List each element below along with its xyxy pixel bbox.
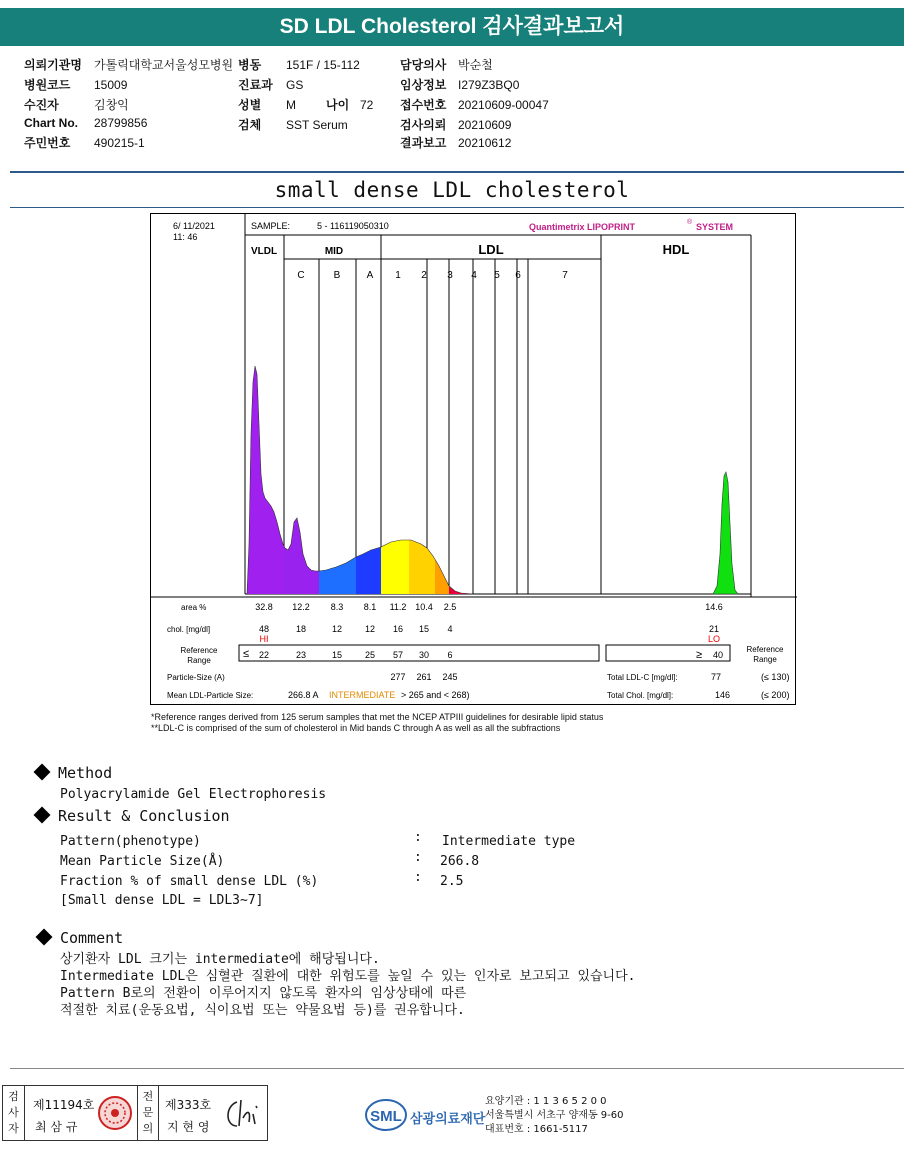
result-heading: Result & Conclusion [36,807,230,825]
right-ref-label-1: Reference [746,645,784,654]
examiner-number: 제11194호 [33,1098,95,1112]
info-label: 진료과 [238,78,273,92]
band-label: 3 [447,270,453,281]
info-label: 병원코드 [24,78,71,92]
info-label: Chart No. [24,116,78,130]
total-chol-label: Total Chol. [mg/dl]: [607,691,674,700]
info-label: 담당의사 [400,58,447,72]
band-area-5 [409,540,435,594]
ref-value: 25 [364,650,376,660]
group-label: MID [324,246,344,257]
band-label: 7 [562,270,568,281]
info-label: 의뢰기관명 [24,58,82,72]
ref-le-symbol: ≤ [242,648,250,660]
ref-value: 30 [418,650,430,660]
comment-line: Intermediate LDL은 심혈관 질환에 대한 위험도를 높일 수 있는 인자로 보고되고 있습니다. [60,969,636,984]
particle-size-value: 277 [390,672,406,682]
sml-logo-icon [364,1095,410,1135]
divider-bottom [10,1068,904,1069]
band-area-4 [381,540,409,594]
ref-value: 15 [331,650,343,660]
band-label: A [366,270,374,281]
col2-row [238,76,303,93]
col1-row [24,56,233,73]
info-value: I279Z3BQ0 [458,78,520,92]
info-label: 접수번호 [400,98,447,112]
lo-flag: LO [707,634,721,644]
band-label: 1 [395,270,401,281]
col1-row [24,134,145,151]
info-value: 20210609 [458,118,512,132]
comment-line: 상기환자 LDL 크기는 intermediate에 해당됩니다. [60,952,380,967]
brand-reg: ® [687,219,693,226]
method-heading: Method [36,764,112,782]
col1-row [24,96,129,113]
divider-mid [10,207,904,208]
info-label: 결과보고 [400,136,447,150]
info-value: 김창익 [94,98,129,112]
col2-row [238,116,348,133]
band-label: 5 [494,270,500,281]
col3-row [400,96,549,113]
area-value: 8.3 [330,602,344,612]
band-label: C [297,270,305,281]
info-value: SST Serum [286,118,348,132]
sample-value: 5 - 116119050310 [317,221,389,231]
sample-label: SAMPLE: [251,221,291,231]
row-label-particle: Particle-Size (A) [167,673,225,682]
section-title: small dense LDL cholesterol [274,178,630,202]
row-label-ref2: Range [187,656,211,665]
ref-value-hdl: 40 [712,650,724,660]
result-value: 266.8 [440,854,480,869]
age-label: 나이 [326,98,350,112]
row-label-mean: Mean LDL-Particle Size: [167,691,254,700]
report-title: SD LDL Cholesterol 검사결과보고서 [0,8,904,46]
band-area-3 [356,547,381,594]
band-area-2 [319,557,356,594]
logo-text: SML [370,1108,402,1125]
info-value: 15009 [94,78,128,92]
method-text: Polyacrylamide Gel Electrophoresis [60,787,327,802]
group-label: HDL [662,242,690,257]
comment-line: Pattern B로의 전환이 이루어지지 않도록 환자의 임상상태에 따른 [60,986,467,1001]
ref-value: 23 [295,650,307,660]
col1-row [24,76,127,93]
comment-line: 적절한 치료(운동요법, 식이요법 또는 약물요법 등)를 권유합니다. [60,1003,465,1018]
examiner-name: 최 삼 규 [35,1120,78,1134]
info-label: 주민번호 [24,136,71,150]
area-value: 11.2 [389,602,407,612]
specialist-vertical-label: 전 문 의 [137,1086,159,1140]
info-label: 임상정보 [400,78,447,92]
brand-system: SYSTEM [696,222,734,232]
signature-icon [223,1096,263,1132]
info-label: 병동 [238,58,262,72]
area-value: 12.2 [292,602,310,612]
info-value: 28799856 [94,116,148,130]
area-value: 2.5 [443,602,457,612]
col1-row [24,116,147,130]
row-label-ref1: Reference [180,646,218,655]
area-value: 8.1 [363,602,377,612]
total-ldl-ref: (≤ 130) [761,672,790,682]
comment-heading: Comment [38,929,123,947]
band-area-6 [435,559,449,594]
group-label: VLDL [250,246,278,257]
total-chol-value: 146 [715,690,731,700]
org-name: 삼광의료재단 [410,1112,486,1127]
ref-value: 22 [258,650,270,660]
particle-size-value: 261 [416,672,432,682]
col2-row [238,56,360,73]
col3-row [400,116,511,133]
area-value: 32.8 [255,602,273,612]
chart-time: 11: 46 [173,232,198,242]
result-value: 2.5 [440,874,464,889]
signature-box [2,1085,268,1141]
footnote-2: **LDL-C is comprised of the sum of cholesterol in Mid bands C through A as well as all the subfractions [151,723,561,733]
chol-value: 12 [364,624,376,634]
info-value: 151F / 15-112 [286,58,360,72]
result-note: [Small dense LDL = LDL3~7] [60,893,264,908]
info-value: 490215-1 [94,136,145,150]
age-value: 72 [360,98,374,112]
ref-value: 57 [392,650,404,660]
band-label: 6 [515,270,521,281]
result-value: Intermediate type [442,834,576,849]
age-row [326,96,373,113]
info-label: 성별 [238,98,262,112]
ref-value: 6 [447,650,453,660]
area-value: 10.4 [415,602,433,612]
info-value: GS [286,78,304,92]
particle-size-value: 245 [442,672,458,682]
result-label: Pattern(phenotype) [60,834,201,849]
divider-top [10,171,904,173]
group-label: LDL [478,242,504,257]
col3-row [400,56,493,73]
area-value: 14.6 [705,602,723,612]
info-value: M [286,98,296,112]
footer [0,1080,904,1150]
lipoprint-svg [151,214,797,706]
right-ref-label-2: Range [753,655,777,664]
chol-value: 4 [447,624,453,634]
col3-row [400,76,519,93]
mean-rule: > 265 and < 268) [401,690,470,700]
total-ldl-value: 77 [711,672,722,682]
row-label-chol: chol. [mg/dl] [167,625,211,634]
lipoprint-chart [150,213,796,705]
hdl-peak [713,472,738,594]
band-label: 4 [471,270,477,281]
footnote-1: *Reference ranges derived from 125 serum samples that met the NCEP ATPIII guidelines for desirable lipid status [151,712,604,722]
chart-date: 6/ 11/2021 [173,221,215,231]
result-colon: : [414,830,422,845]
result-label: Fraction % of small dense LDL (%) [60,874,319,889]
chol-value: 15 [418,624,430,634]
examiner-vertical-label: 검 사 자 [3,1086,25,1140]
info-value: 20210612 [458,136,512,150]
info-value: 박순철 [458,58,493,72]
band-label: 2 [421,270,427,281]
diamond-bullet-icon [34,763,51,780]
chol-value: 21 [708,624,720,634]
diamond-bullet-icon [36,928,53,945]
info-label: 검사의뢰 [400,118,447,132]
band-area-1 [284,518,319,594]
mean-size-value: 266.8 A [288,690,319,700]
result-label: Mean Particle Size(Å) [60,854,225,869]
col3-row [400,134,511,151]
specialist-name: 지 현 영 [167,1120,210,1134]
info-value: 20210609-00047 [458,98,549,112]
org-address: 요양기관 : 1 1 3 6 5 2 0 0 서울특별시 서초구 양재동 9-60 대표번호 : 1661-5117 [485,1096,624,1135]
info-label: 검체 [238,118,262,132]
mean-class: INTERMEDIATE [329,690,396,700]
chol-value: 12 [331,624,343,634]
result-colon: : [414,870,422,885]
diamond-bullet-icon [34,806,51,823]
brand-text: Quantimetrix LIPOPRINT [529,222,636,232]
col2-row [238,96,296,113]
info-label: 수진자 [24,98,59,112]
hi-flag: HI [259,634,269,644]
row-label-area: area % [181,603,207,612]
specialist-number: 제333호 [165,1098,212,1112]
ref-range-box-right [606,645,730,661]
chol-value: 18 [295,624,307,634]
ref-ge-symbol: ≥ [695,649,703,661]
total-chol-ref: (≤ 200) [761,690,790,700]
chol-value: 48 [258,624,270,634]
chol-value: 16 [392,624,404,634]
band-label: B [333,270,341,281]
result-colon: : [414,850,422,865]
info-value: 가톨릭대학교서울성모병원 [94,58,234,72]
red-seal-icon [97,1095,133,1131]
total-ldl-label: Total LDL-C [mg/dl]: [607,673,678,682]
